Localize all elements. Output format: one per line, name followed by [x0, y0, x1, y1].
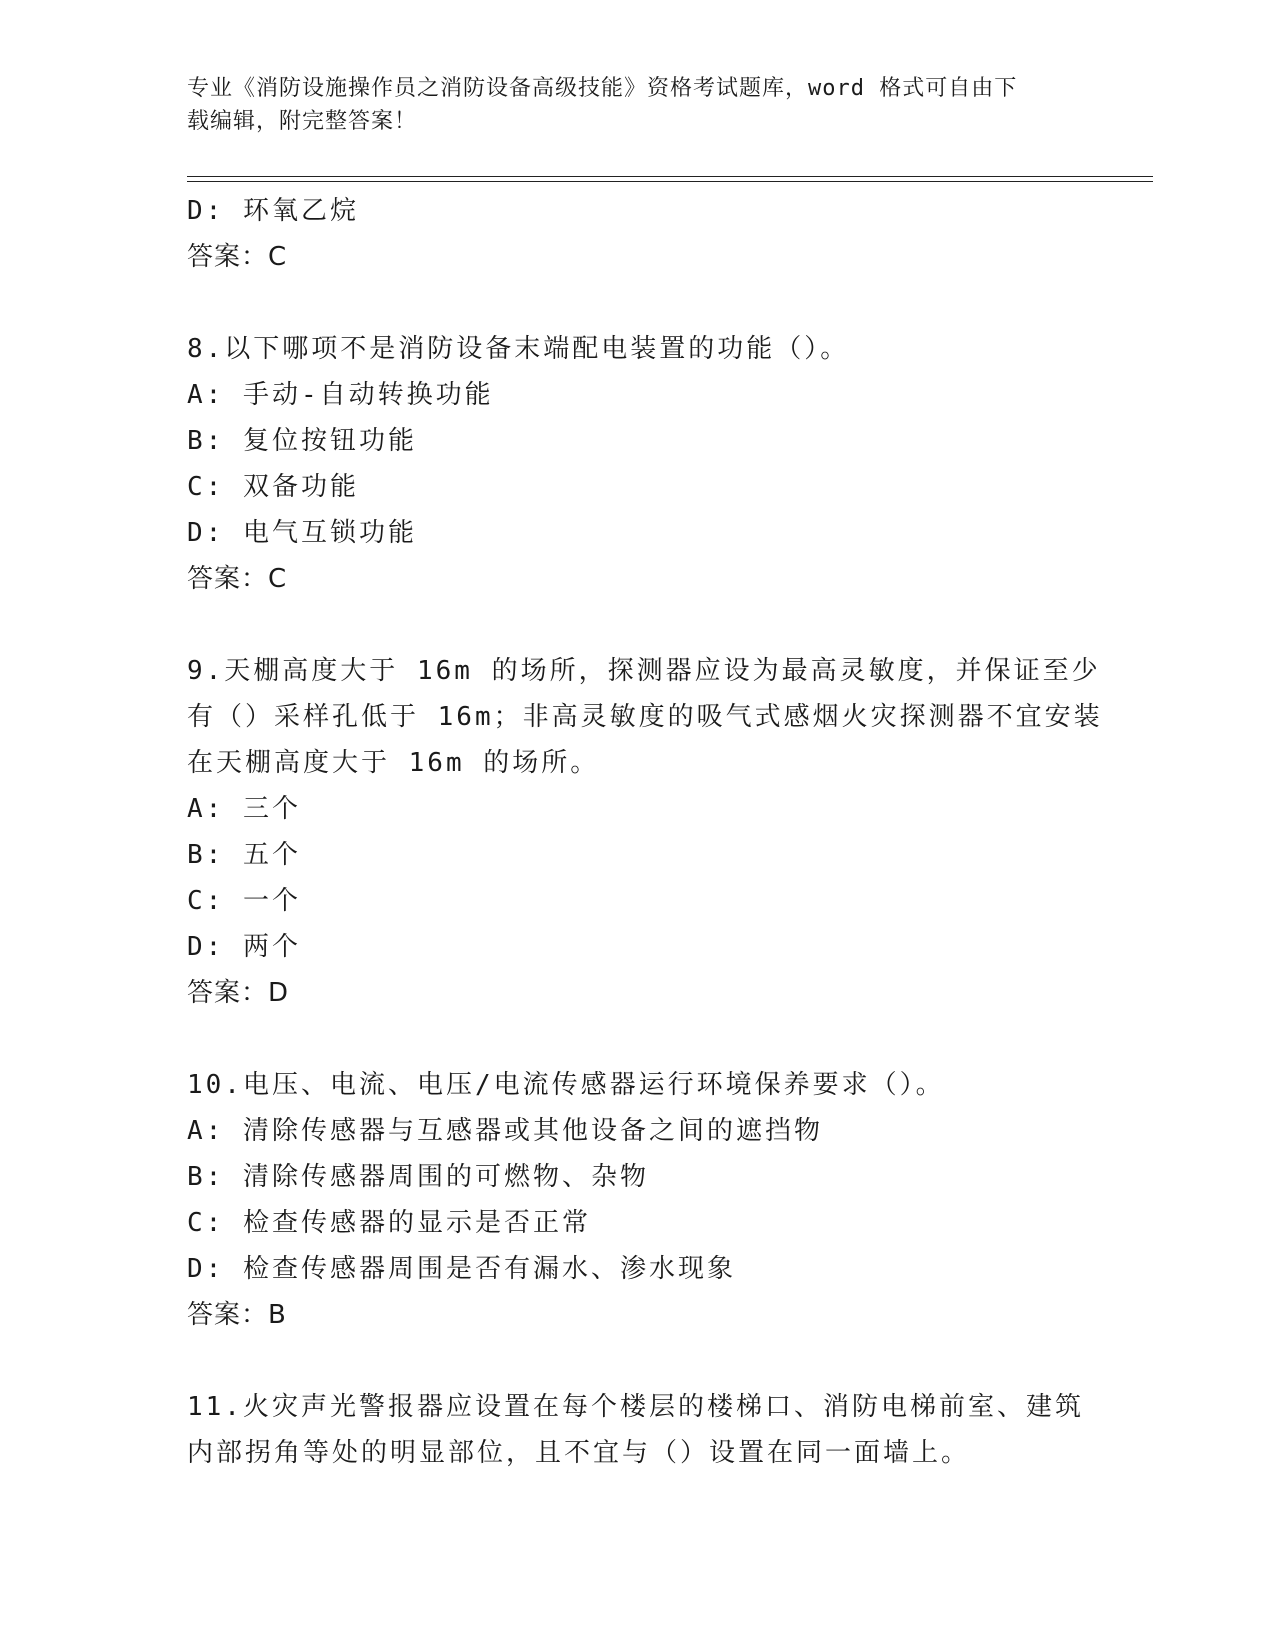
question-text: 10.电压、电流、电压/电流传感器运行环境保养要求（）。 [187, 1070, 945, 1100]
question-text-line-2: 内部拐角等处的明显部位，且不宜与（）设置在同一面墙上。 [187, 1438, 971, 1468]
option-a: A: 手动-自动转换功能 [187, 380, 494, 410]
option-a: A: 清除传感器与互感器或其他设备之间的遮挡物 [187, 1116, 823, 1146]
option-b: B: 五个 [187, 840, 301, 870]
question-10 [187, 1062, 1087, 1338]
option-d: D: 两个 [187, 932, 301, 962]
option-c: C: 一个 [187, 886, 301, 916]
question-text-line-1: 11.火灾声光警报器应设置在每个楼层的楼梯口、消防电梯前室、建筑 [187, 1392, 1084, 1422]
answer: 答案：C [187, 564, 288, 594]
question-text-line-3: 在天棚高度大于 16m 的场所。 [187, 748, 600, 778]
header-line-2: 载编辑，附完整答案！ [187, 109, 418, 134]
option-d: D: 电气互锁功能 [187, 518, 417, 548]
header-divider-bottom [187, 181, 1153, 182]
question-text-line-2: 有（）采样孔低于 16m；非高灵敏度的吸气式感烟火灾探测器不宜安装 [187, 702, 1103, 732]
question-9 [187, 648, 1103, 1016]
option-d: D: 检查传感器周围是否有漏水、渗水现象 [187, 1254, 736, 1284]
previous-question-tail [187, 188, 1087, 280]
document-body [187, 188, 1103, 1476]
option-a: A: 三个 [187, 794, 301, 824]
question-text-line-1: 9.天棚高度大于 16m 的场所，探测器应设为最高灵敏度，并保证至少 [187, 656, 1101, 686]
option-c: C: 双备功能 [187, 472, 359, 502]
option-b: B: 复位按钮功能 [187, 426, 417, 456]
question-text: 8.以下哪项不是消防设备末端配电装置的功能（）。 [187, 334, 850, 364]
option-c: C: 检查传感器的显示是否正常 [187, 1208, 591, 1238]
question-11 [187, 1384, 1087, 1476]
header-divider-top [187, 176, 1153, 177]
answer: 答案：C [187, 242, 288, 272]
answer: 答案：B [187, 1300, 287, 1330]
document-header [187, 72, 1087, 138]
question-8 [187, 326, 1087, 602]
header-line-1: 专业《消防设施操作员之消防设备高级技能》资格考试题库，word 格式可自由下 [187, 76, 1018, 101]
option-b: B: 清除传感器周围的可燃物、杂物 [187, 1162, 649, 1192]
option-d: D: 环氧乙烷 [187, 196, 359, 226]
answer: 答案：D [187, 978, 290, 1008]
